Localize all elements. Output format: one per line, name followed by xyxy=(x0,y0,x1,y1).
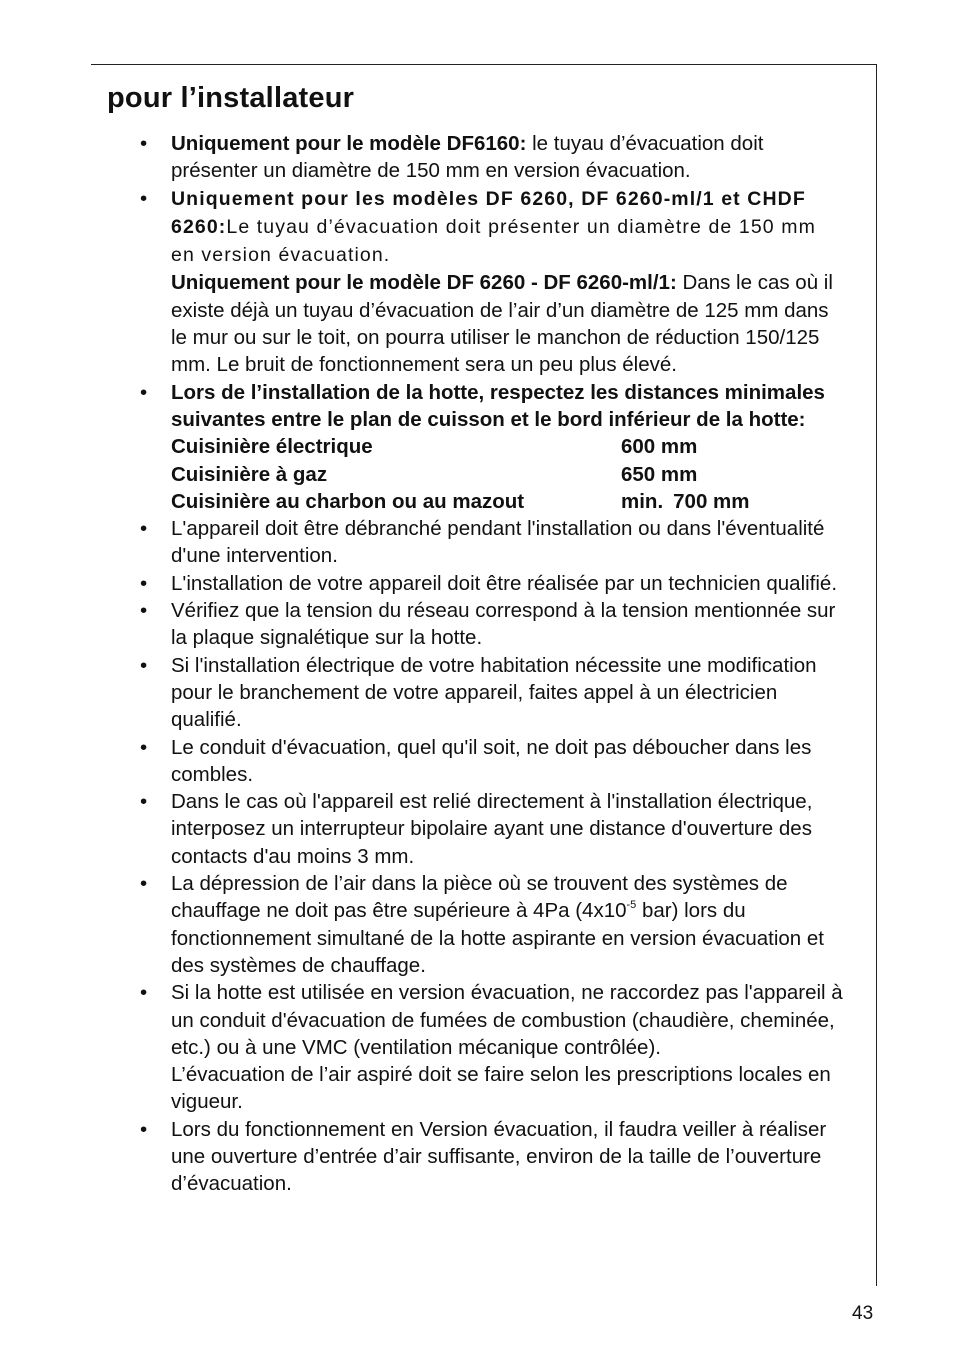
item-bold-lead: Uniquement pour les modèles DF 6260, DF 6260-ml/1 et CHDF 6260: xyxy=(171,187,806,238)
item-text: L'installation de votre appareil doit être réalisée par un technicien qualifié. xyxy=(171,571,838,595)
item-text: L'appareil doit être débranché pendant l'installation ou dans l'éventualité d'une intervention. xyxy=(171,517,825,568)
item-text: Vérifiez que la tension du réseau correspond à la tension mentionnée sur la plaque signalétique sur la hotte. xyxy=(171,599,836,650)
distance-label: Cuisinière électrique xyxy=(171,435,373,459)
distance-value: 700 mm xyxy=(673,489,750,513)
exponent: -5 xyxy=(626,899,637,912)
item-text: La dépression de l’air dans la pièce où se trouvent des systèmes de chauffage ne doit pas être supérieure à 4Pa (4x10 xyxy=(171,872,788,923)
content xyxy=(140,130,845,1198)
item-sub-bold: Uniquement pour le modèle DF 6260 - DF 6260-ml/1: xyxy=(171,271,677,295)
list-item xyxy=(140,515,845,570)
distance-label: Cuisinière à gaz xyxy=(171,462,328,486)
item-text: bar) lors du fonctionnement simultané de la hotte aspirante en version évacuation et des systèmes de chauffage. xyxy=(171,899,824,977)
distance-row xyxy=(171,433,845,460)
item-text: Lors du fonctionnement en Version évacuation, il faudra veiller à réaliser une ouverture d’entrée d’air suffisante, environ de la taille de l’ouverture d’évacuation. xyxy=(171,1117,827,1196)
distance-row xyxy=(171,488,845,515)
list-item xyxy=(140,788,845,870)
list-item xyxy=(140,1116,845,1198)
list-item xyxy=(140,979,845,1115)
list-item xyxy=(140,185,845,379)
spaced-paragraph xyxy=(171,188,816,267)
list-item xyxy=(140,870,845,979)
page-number: 43 xyxy=(852,1303,874,1324)
item-sub-text: Dans le cas où il existe déjà un tuyau d’évacuation de l’air d’un diamètre de 125 mm dans le mur ou sur le toit, on pourra utiliser le manchon de réduction 150/125 mm. Le bruit de fonctionnement sera un peu plus élevé. xyxy=(171,271,833,377)
list-item xyxy=(140,379,845,515)
item-text: Le conduit d'évacuation, quel qu'il soit, ne doit pas déboucher dans les combles. xyxy=(171,735,812,786)
item-text: Si la hotte est utilisée en version évacuation, ne raccordez pas l'appareil à un conduit d'évacuation de fumées de combustion (chaudière, cheminée, etc.) ou à une VMC (ventilation mécanique contrôlée). xyxy=(171,981,843,1059)
item-text: Dans le cas où l'appareil est relié directement à l'installation électrique, interposez un interrupteur bipolaire ayant une distance d'ouverture des contacts d'au moins 3 mm. xyxy=(171,790,813,868)
item-bold-lead: Lors de l’installation de la hotte, respectez les distances minimales suivantes entre le plan de cuisson et le bord inférieur de la hotte: xyxy=(171,380,825,431)
list-item xyxy=(140,597,845,652)
item-text-secondary: L’évacuation de l’air aspiré doit se faire selon les prescriptions locales en vigueur. xyxy=(171,1063,831,1114)
distance-prefix: min. xyxy=(621,489,664,513)
distance-label: Cuisinière au charbon ou au mazout xyxy=(171,489,525,513)
item-bold-lead: Uniquement pour le modèle DF6160: xyxy=(171,132,527,155)
bullet-list xyxy=(140,130,845,1198)
top-rule xyxy=(91,64,877,65)
distance-value: 650 mm xyxy=(621,462,698,486)
list-item xyxy=(140,570,845,597)
list-item xyxy=(140,130,845,185)
item-text: Si l'installation électrique de votre habitation nécessite une modification pour le branchement de votre appareil, faites appel à un électricien qualifié. xyxy=(171,653,817,732)
item-text: le tuyau d’évacuation doit présenter un diamètre de 150 mm en version évacuation. xyxy=(171,132,764,183)
list-item xyxy=(140,652,845,734)
distance-value: 600 mm xyxy=(621,435,698,459)
right-rule xyxy=(876,64,877,1286)
distance-value-group xyxy=(621,488,750,515)
page-title: pour l’installateur xyxy=(107,82,355,114)
distance-row xyxy=(171,461,845,488)
list-item xyxy=(140,734,845,789)
item-text: Le tuyau d’évacuation doit présenter un diamètre de 150 mm en version évacuation. xyxy=(171,215,816,267)
